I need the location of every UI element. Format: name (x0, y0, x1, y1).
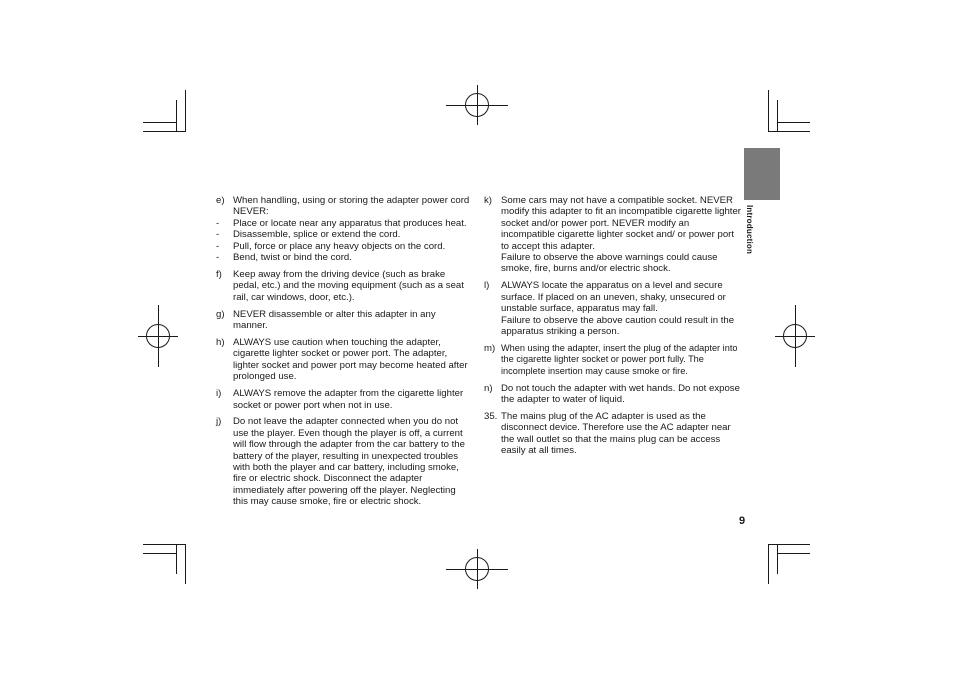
list-item-i (216, 388, 470, 411)
dash-item: - Place or locate near any apparatus that produces heat. (216, 217, 467, 229)
page-number: 9 (739, 515, 746, 527)
list-item-j (216, 416, 470, 507)
item-label: k) (484, 195, 492, 206)
dash-list (216, 218, 470, 264)
section-tab (744, 148, 780, 200)
list-item-m (484, 343, 744, 377)
right-column (484, 195, 744, 462)
list-item-k (484, 195, 744, 275)
item-label: j) (216, 416, 222, 428)
list-item-h (216, 337, 470, 383)
item-text: Some cars may not have a compatible socket. NEVER modify this adapter to fit an incompatible cigarette lighter socket and/or power port. NEVER modify an incompatible cigarette lighter socket and/ or power port to accept this adapter. (501, 195, 741, 252)
item-text: Keep away from the driving device (such as brake pedal, etc.) and the moving equipment (such as a seat rail, car windows, door, etc.). (233, 268, 464, 303)
list-item-g (216, 309, 470, 332)
item-text: ALWAYS use caution when touching the adapter, cigarette lighter socket or power port. The adapter, lighter socket and power port may become heated after prolonged use. (233, 336, 468, 383)
list-item-l (484, 280, 744, 337)
item-label: e) (216, 195, 225, 206)
item-text: ALWAYS locate the apparatus on a level and secure surface. If placed on an uneven, shaky, unsecured or unstable surface, apparatus may fall. (501, 280, 726, 315)
dash-item: - Disassemble, splice or extend the cord. (216, 229, 401, 241)
item-label: g) (216, 308, 225, 320)
item-text: The mains plug of the AC adapter is used as the disconnect device. Therefore use the AC adapter near the wall outlet so that the mains plug can be access easily at all times. (501, 410, 731, 457)
item-text: NEVER disassemble or alter this adapter in any manner. (233, 308, 436, 332)
item-text: When handling, using or storing the adapter power cord NEVER: (233, 195, 470, 218)
item-label: 35. (484, 410, 498, 422)
list-item-e (216, 195, 470, 218)
item-text: ALWAYS remove the adapter from the cigarette lighter socket or power port when not in use. (233, 388, 464, 411)
left-column (216, 195, 470, 513)
item-text: Do not touch the adapter with wet hands. Do not expose the adapter to water of liquid. (501, 382, 740, 405)
item-label: f) (216, 268, 222, 280)
item-text: When using the adapter, insert the plug of the adapter into the cigarette lighter socket or power port fully. The incomplete insertion may cause smoke or fire. (501, 342, 738, 376)
item-label: n) (484, 382, 493, 394)
item-text: Do not leave the adapter connected when you do not use the player. Even though the player is off, a current will flow through the adapter from the car battery to the battery of the player, resulting in unexpected troubles with both the player and car battery, including smoke, fire or electric shock. Disconnect the adapter immediately after powering off the player. Neglecting this may cause smoke, fire or electric shock. (233, 416, 465, 508)
item-label: i) (216, 388, 222, 400)
list-item-n (484, 383, 744, 406)
list-item-35 (484, 411, 744, 457)
section-tab-label: Introduction (745, 205, 754, 255)
item-label: m) (484, 342, 496, 354)
item-text: Failure to observe the above warnings could cause smoke, fire, burns and/or electric shock. (501, 252, 718, 275)
item-text: Failure to observe the above caution could result in the apparatus striking a person. (501, 314, 735, 337)
list-item-f (216, 269, 470, 303)
item-label: l) (484, 280, 490, 292)
dash-item: - Bend, twist or bind the cord. (216, 252, 352, 264)
item-label: h) (216, 336, 225, 348)
dash-item: - Pull, force or place any heavy objects on the cord. (216, 240, 446, 252)
